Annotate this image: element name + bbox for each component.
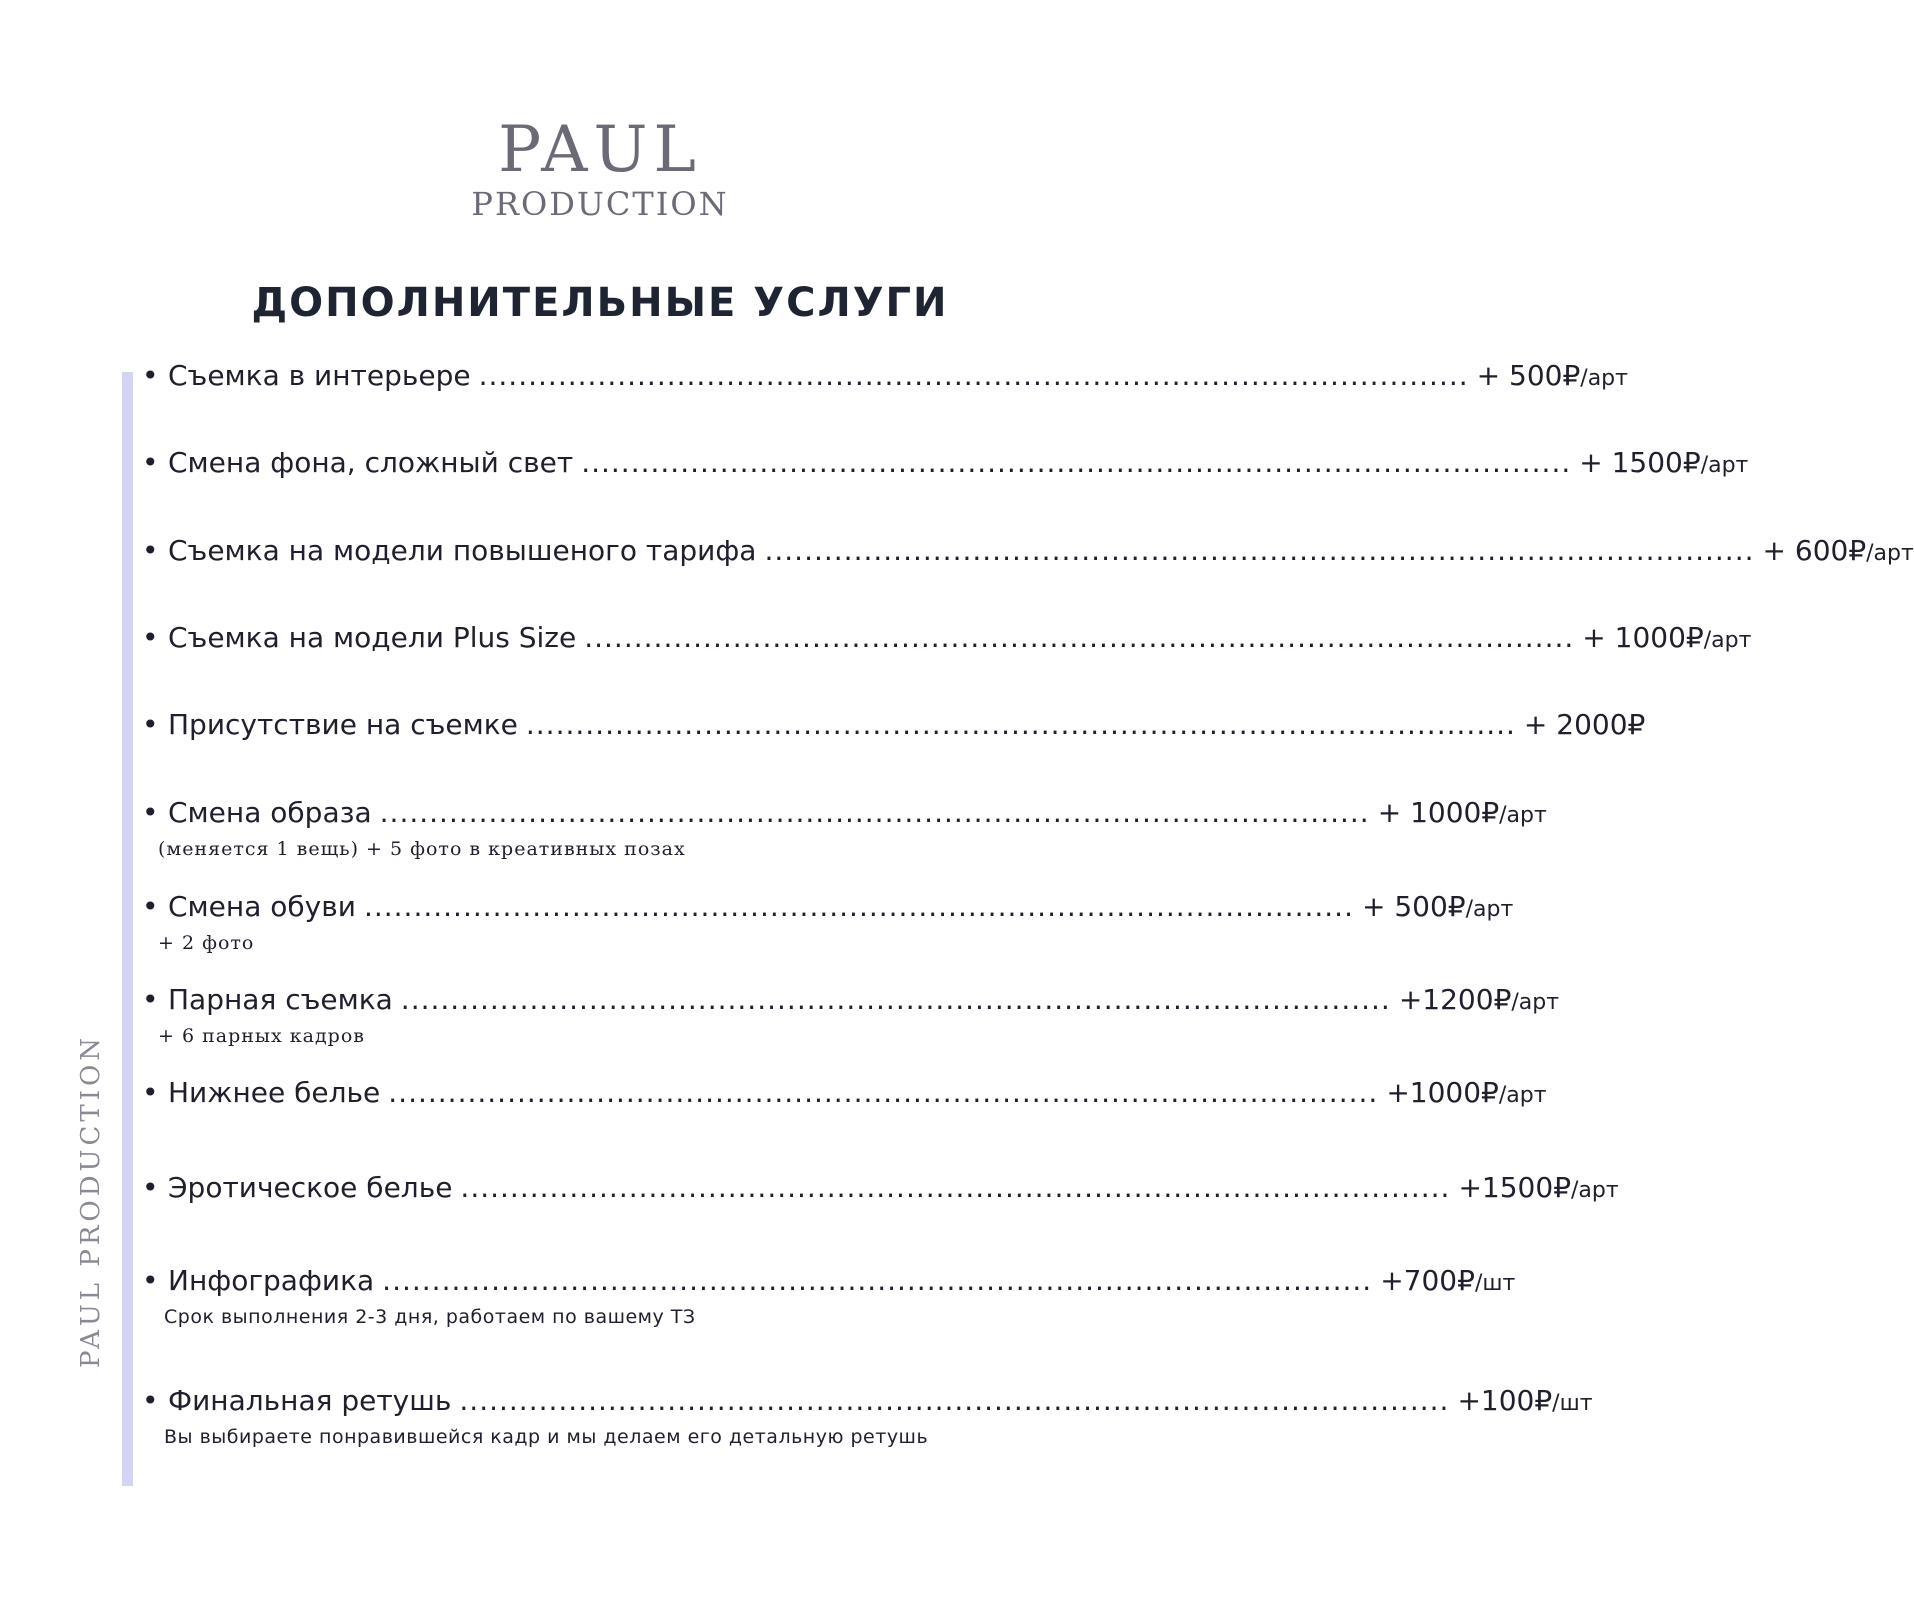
dot-leader: .................................................................................................... xyxy=(459,1384,1450,1417)
service-label: Смена образа xyxy=(168,796,372,829)
service-item xyxy=(142,1170,1619,1209)
service-price xyxy=(1457,1383,1592,1422)
service-note: Срок выполнения 2-3 дня, работаем по вашему ТЗ xyxy=(164,1306,696,1328)
service-price xyxy=(1386,1075,1546,1114)
service-price xyxy=(1458,1170,1618,1209)
service-price xyxy=(1380,1263,1515,1302)
price-value: +100₽ xyxy=(1457,1384,1553,1417)
service-label: Инфографика xyxy=(168,1264,375,1297)
price-value: +1000₽ xyxy=(1386,1076,1499,1109)
service-label: Финальная ретушь xyxy=(168,1384,452,1417)
dot-leader: .................................................................................................... xyxy=(400,983,1391,1016)
dot-leader: .................................................................................................... xyxy=(584,621,1575,654)
service-price xyxy=(1399,982,1559,1021)
bullet-icon: • xyxy=(142,983,159,1016)
service-label: Съемка на модели повышеного тарифа xyxy=(168,534,757,567)
price-value: + 1000₽ xyxy=(1377,796,1500,829)
bullet-icon: • xyxy=(142,1264,159,1297)
bullet-icon: • xyxy=(142,621,159,654)
service-note: Вы выбираете понравившейся кадр и мы делаем его детальную ретушь xyxy=(164,1426,929,1448)
service-row xyxy=(142,1170,1619,1209)
price-unit: /шт xyxy=(1552,1391,1593,1416)
service-row xyxy=(142,707,1646,743)
bullet-icon: • xyxy=(142,446,159,479)
price-value: + 2000₽ xyxy=(1523,708,1646,741)
service-price xyxy=(1579,445,1748,484)
bullet-icon: • xyxy=(142,359,159,392)
service-item xyxy=(142,533,1914,572)
bullet-icon: • xyxy=(142,1076,159,1109)
service-price xyxy=(1582,620,1751,659)
service-row xyxy=(142,982,1560,1021)
service-item xyxy=(142,445,1749,484)
service-label: Эротическое белье xyxy=(168,1171,453,1204)
price-value: +1500₽ xyxy=(1458,1171,1572,1204)
accent-bar xyxy=(122,372,133,1486)
price-value: +1200₽ xyxy=(1398,983,1512,1016)
service-price xyxy=(1362,889,1513,928)
price-value: + 1500₽ xyxy=(1579,446,1701,479)
bullet-icon: • xyxy=(142,708,159,741)
dot-leader: .................................................................................................... xyxy=(581,446,1572,479)
service-item xyxy=(142,707,1646,743)
price-unit: /арт xyxy=(1498,1083,1547,1108)
price-value: + 600₽ xyxy=(1762,534,1867,567)
logo-sub: PRODUCTION xyxy=(471,185,729,223)
service-label: Смена обуви xyxy=(168,890,356,923)
service-price xyxy=(1477,358,1628,397)
price-value: + 1000₽ xyxy=(1582,621,1704,654)
dot-leader: .................................................................................................... xyxy=(382,1264,1373,1297)
service-row xyxy=(142,889,1514,928)
price-unit: /арт xyxy=(1580,366,1628,391)
dot-leader: .................................................................................................... xyxy=(525,708,1516,741)
dot-leader: .................................................................................................... xyxy=(379,796,1370,829)
service-price xyxy=(1763,533,1914,572)
dot-leader: .................................................................................................... xyxy=(363,890,1354,923)
service-row xyxy=(142,795,1547,834)
price-unit: /арт xyxy=(1465,897,1514,922)
service-label: Смена фона, сложный свет xyxy=(168,446,574,479)
service-item xyxy=(142,1383,1593,1448)
vertical-brand-text: PAUL PRODUCTION xyxy=(76,1033,106,1368)
service-item xyxy=(142,982,1560,1047)
service-label: Нижнее белье xyxy=(168,1076,381,1109)
bullet-icon: • xyxy=(142,1171,159,1204)
logo-main: PAUL xyxy=(498,113,702,187)
service-row xyxy=(142,1383,1593,1422)
dot-leader: .................................................................................................... xyxy=(460,1171,1451,1204)
service-row xyxy=(142,533,1914,572)
bullet-icon: • xyxy=(142,534,159,567)
service-label: Съемка на модели Plus Size xyxy=(168,621,577,654)
service-item xyxy=(142,1075,1547,1114)
service-row xyxy=(142,1263,1516,1302)
price-unit: /арт xyxy=(1866,541,1914,566)
service-item xyxy=(142,358,1628,397)
price-unit: /арт xyxy=(1511,990,1560,1015)
price-unit: /шт xyxy=(1474,1271,1516,1296)
bullet-icon: • xyxy=(142,796,159,829)
dot-leader: .................................................................................................... xyxy=(764,534,1755,567)
service-item xyxy=(142,1263,1516,1328)
service-row xyxy=(142,620,1752,659)
price-value: + 500₽ xyxy=(1476,359,1581,392)
service-note: (меняется 1 вещь) + 5 фото в креативных позах xyxy=(158,838,686,860)
dot-leader: .................................................................................................... xyxy=(478,359,1469,392)
service-item xyxy=(142,795,1547,860)
service-label: Присутствие на съемке xyxy=(168,708,518,741)
price-unit: /арт xyxy=(1703,628,1752,653)
bullet-icon: • xyxy=(142,1384,159,1417)
price-unit: /арт xyxy=(1700,453,1749,478)
service-label: Парная съемка xyxy=(168,983,393,1016)
service-row xyxy=(142,358,1628,397)
service-note: + 2 фото xyxy=(158,932,255,954)
bullet-icon: • xyxy=(142,890,159,923)
page-title: ДОПОЛНИТЕЛЬНЫЕ УСЛУГИ xyxy=(251,280,949,326)
service-label: Съемка в интерьере xyxy=(168,359,471,392)
service-item xyxy=(142,889,1514,954)
service-row xyxy=(142,1075,1547,1114)
price-unit: /арт xyxy=(1499,803,1547,828)
service-price xyxy=(1524,707,1645,743)
price-unit: /арт xyxy=(1571,1178,1619,1203)
dot-leader: .................................................................................................... xyxy=(388,1076,1379,1109)
service-item xyxy=(142,620,1752,659)
service-note: + 6 парных кадров xyxy=(158,1025,365,1047)
price-value: + 500₽ xyxy=(1361,890,1466,923)
price-value: +700₽ xyxy=(1380,1264,1475,1297)
service-row xyxy=(142,445,1749,484)
service-price xyxy=(1378,795,1547,834)
logo xyxy=(0,113,1200,223)
